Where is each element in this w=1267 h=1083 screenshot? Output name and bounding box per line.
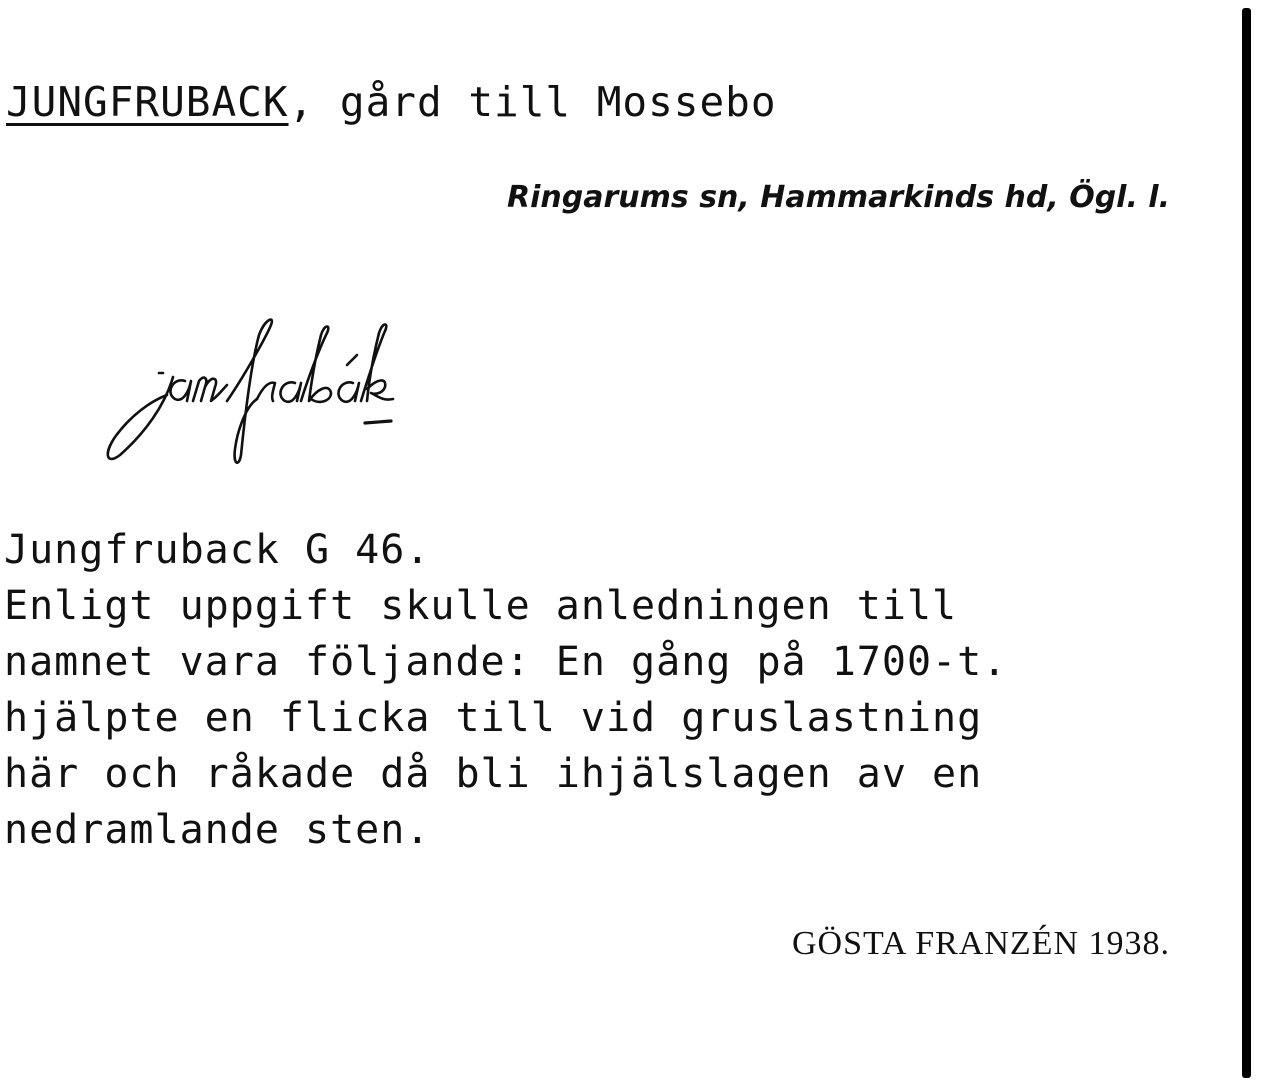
card-edge-border bbox=[1242, 8, 1251, 1078]
collector-signature: GÖSTA FRANZÉN 1938. bbox=[791, 925, 1170, 962]
body-line: namnet vara följande: En gång på 1700-t. bbox=[4, 639, 1008, 685]
body-line: nedramlande sten. bbox=[4, 807, 431, 853]
location-line: Ringarums sn, Hammarkinds hd, Ögl. l. bbox=[507, 180, 1170, 215]
body-line: här och råkade då bli ihjälslagen av en bbox=[4, 751, 983, 797]
headword-description: , gård till Mossebo bbox=[288, 78, 777, 126]
handwritten-pronunciation bbox=[95, 315, 505, 470]
body-line: Enligt uppgift skulle anledningen till bbox=[4, 583, 958, 629]
headword: JUNGFRUBACK bbox=[6, 78, 289, 126]
card-body bbox=[4, 522, 1007, 858]
body-line: Jungfruback G 46. bbox=[4, 527, 431, 573]
body-line: hjälpte en flicka till vid gruslastning bbox=[4, 695, 983, 741]
card-heading bbox=[6, 78, 777, 126]
